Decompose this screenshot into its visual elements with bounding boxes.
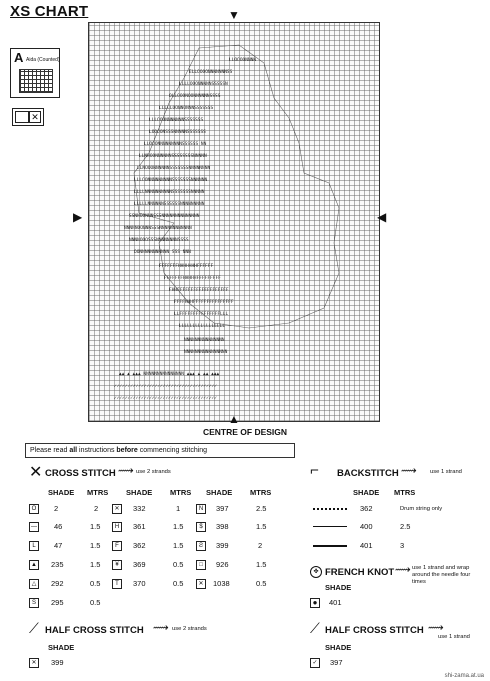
stitch-direction-icon [12,108,44,126]
solid-line-icon [313,526,347,527]
page-title: XS CHART [10,3,89,20]
svg-text:LLLOONNNNNNNNNSSSSSSSNNNNNN: LLLOONNNNNNNNNSSSSSSSNNNNNN [134,178,208,183]
mtrs-value: 1.5 [173,541,184,550]
svg-text:LLLLLOONNONNNSSSSSSS: LLLLLOONNONNNSSSSSSS [159,106,214,111]
svg-text:FFFFFFFHHHHHHHFFFFFF: FFFFFFFHHHHHHHFFFFFF [159,264,214,269]
shade-value: 362 [360,504,373,513]
svg-text:ELLOOOONNNNNNNSS: ELLOOOONNNNNNNSS [189,70,233,75]
notice-text: commencing stitching [137,447,208,454]
svg-text:LLOOONNNNNNNNNSSSSSS NN: LLOOONNNNNNNNNSSSSSS NN [144,142,207,147]
shade-value: 401 [360,541,373,550]
arrow-cell-icon [15,111,29,123]
cross-stitch-icon: ✕ [29,464,43,481]
svg-text:LLNOOONNNNNNSSSSSSSNNNNNNNN: LLNOOONNNNNNSSSSSSSNNNNNNNN [137,166,211,171]
mtrs-header: MTRS [87,488,109,497]
symbol-key: T [112,579,122,589]
mtrs-value: 2 [94,504,99,513]
half-cross-icon: ⟋ [29,620,39,636]
symbol-key: ✓ [310,658,320,668]
svg-text:SSNNOONNNSSSNNNNNNNNNNNNNN: SSNNOONNNSSSNNNNNNNNNNNNNN [129,214,200,219]
fabric-box [10,48,60,98]
svg-text:OONNNNNNNNNNN SSS NNN: OONNNNNNNNNNN SSS NNN [134,250,191,255]
centre-marker-left-icon: ▶ [73,210,83,224]
symbol-key: $ [196,522,206,532]
mtrs-value: 2.5 [400,522,411,531]
backstitch-note: Drum string only [400,506,443,512]
centre-marker-right-icon: ◀ [377,210,387,224]
svg-text:NNNNOOOSSSNNNNNNNNSSSS: NNNNOOOSSSNNNNNNNNSSSS [129,238,189,243]
mtrs-value: 1.5 [256,522,267,531]
mtrs-value: 0.5 [173,560,184,569]
shade-value: 361 [133,522,146,531]
svg-text:▲▲ ▲ ▲▲▲ NNNNNNNNNNNNNNN ▲▲▲ ▲: ▲▲ ▲ ▲▲▲ NNNNNNNNNNNNNNN ▲▲▲ ▲ ▲▲ ▲▲▲ [119,372,220,377]
backstitch-title: BACKSTITCH [337,468,399,479]
symbol-key: □ [196,560,206,570]
aida-weave-icon [19,69,53,93]
centre-marker-top-icon: ▼ [228,8,240,22]
svg-text:NNNNNOONNNSSSNNNNNNNNNNNN: NNNNNOONNNSSSNNNNNNNNNNNN [124,226,192,231]
shade-value: 400 [360,522,373,531]
symbol-key: F [112,541,122,551]
centre-marker-bottom-icon: ▲ [228,412,240,426]
mtrs-header: MTRS [250,488,272,497]
mtrs-value: 1.5 [90,541,101,550]
symbol-key: L [29,541,39,551]
cross-stitch-needle-note: use 2 strands [136,469,171,475]
notice-emphasis: all [69,447,78,454]
svg-text:FFFFFFFHHHHHFFFFFFFFF: FFFFFFFHHHHHFFFFFFFFF [164,276,221,281]
cross-cell-icon: ✕ [29,111,41,123]
needle-icon: ⟿ [153,622,169,634]
shade-value: 397 [330,658,343,667]
shade-header: SHADE [206,488,233,497]
mtrs-header: MTRS [394,488,416,497]
half-cross-icon: ⟋ [310,620,320,636]
mtrs-value: 0.5 [90,598,101,607]
svg-text:LLLLOOONNNNNSSSSSN: LLLLOOONNNNNSSSSSN [179,82,228,87]
thick-line-icon [313,545,347,547]
french-knot-symbol-icon: ● [310,598,320,608]
mtrs-value: 0.5 [90,579,101,588]
shade-value: 235 [51,560,64,569]
shade-value: 401 [329,598,342,607]
shade-value: 332 [133,504,146,513]
svg-text:FFFFHHHFFFFFFFFFFFFFFF: FFFFHHHFFFFFFFFFFFFFFF [174,300,234,305]
french-knot-title: FRENCH KNOT [325,567,395,578]
needle-icon: ⟿ [428,622,444,634]
svg-text:LLOOOONNNN: LLOOOONNNN [229,58,257,63]
notice-text: Please read [30,447,70,454]
notice-text: instructions [77,447,117,454]
symbol-key: ✕ [196,579,206,589]
instructions-notice [25,443,295,458]
svg-text:LLLLLLLLLLLLLLLLL: LLLLLLLLLLLLLLLLL [179,324,226,329]
shade-header: SHADE [353,488,380,497]
shade-value: 47 [54,541,63,550]
svg-text:LLLLLNNNNNNSSSSSSNNNNNNNNN: LLLLLNNNNNNSSSSSSNNNNNNNNN [134,202,205,207]
half-cross-needle-note: use 2 strands [172,626,207,632]
symbol-key: ¥ [112,560,122,570]
svg-text:OLLOOONOONNNNNNSSSS: OLLOOONOONNNNNNSSSS [169,94,221,99]
svg-text:FHHFFFFFFFFFFFFFFFFFFF: FHHFFFFFFFFFFFFFFFFFFF [169,288,229,293]
shade-header: SHADE [325,583,352,592]
half-cross-title: HALF CROSS STITCH [325,625,424,636]
symbol-key: S [29,598,39,608]
mtrs-value: 0.5 [173,579,184,588]
svg-text:✓✓✓✓✓✓✓✓✓✓✓✓✓✓✓✓✓✓✓✓✓✓✓✓✓✓✓✓✓✓: ✓✓✓✓✓✓✓✓✓✓✓✓✓✓✓✓✓✓✓✓✓✓✓✓✓✓✓✓✓✓✓✓✓✓✓✓✓✓ [114,384,217,389]
backstitch-needle-note: use 1 strand [430,469,462,475]
centre-of-design-label: CENTRE OF DESIGN [202,427,288,437]
shade-value: 362 [133,541,146,550]
french-knot-icon: ✤ [310,566,322,578]
mtrs-value: 1 [176,504,181,513]
mtrs-value: 1.5 [90,560,101,569]
svg-text:NNNNNNNNNNNNNNNN: NNNNNNNNNNNNNNNN [184,350,228,355]
shade-header: SHADE [48,643,75,652]
mtrs-value: 2.5 [256,504,267,513]
svg-text:LLNNOONNNNNNSSSSSSSSNNNNN: LLNNOONNNNNNSSSSSSSSNNNNN [139,154,207,159]
mtrs-value: 3 [400,541,405,550]
shade-value: 926 [216,560,229,569]
mtrs-value: 2 [258,541,263,550]
needle-icon: ⟿ [118,465,134,477]
shade-header: SHADE [325,643,352,652]
shade-value: 295 [51,598,64,607]
symbol-key: Ƨ [196,541,206,551]
shade-header: SHADE [48,488,75,497]
symbol-key: — [31,524,37,530]
shade-value: 292 [51,579,64,588]
watermark: shi-zama.at.ua [444,673,484,679]
chart-symbol-rows [114,57,256,401]
mtrs-value: 1.5 [173,522,184,531]
mtrs-value: 0.5 [256,579,267,588]
shade-value: 399 [216,541,229,550]
shade-value: 398 [216,522,229,531]
mtrs-value: 1.5 [256,560,267,569]
backstitch-icon: ⌐ [310,462,319,479]
svg-text:LOOOONSSSNNNNNSSSSSSS: LOOOONSSSNNNNNSSSSSSS [149,130,206,135]
symbol-key: ✕ [112,504,122,514]
symbol-key: O [29,504,39,514]
mtrs-value: 1.5 [90,522,101,531]
shade-value: 369 [133,560,146,569]
french-knot-needle-note: use 1 strand and wrap around the needle four times [412,565,471,585]
shade-header: SHADE [126,488,153,497]
stitch-chart-grid [88,22,380,422]
shade-value: 397 [216,504,229,513]
dotted-line-icon [313,508,347,510]
symbol-key: ▲ [29,560,39,570]
shade-value: 1038 [213,579,230,588]
cross-stitch-title: CROSS STITCH [45,468,116,479]
svg-text:NNNNNNNNNNNNNNN: NNNNNNNNNNNNNNN [184,338,225,343]
stitch-chart-motif [89,23,379,421]
shade-value: 399 [51,658,64,667]
symbol-key: ✕ [29,658,39,668]
fabric-name: Aida (Counted) [26,57,60,63]
svg-text:LLLLNNNNNNNNNNSSSSSSSNNNNN: LLLLNNNNNNNNNNSSSSSSSNNNNN [134,190,205,195]
needle-icon: ⟿ [401,465,417,477]
svg-text:✓✓✓✓✓✓✓✓✓✓✓✓✓✓✓✓✓✓✓✓✓✓✓✓✓✓✓✓✓✓: ✓✓✓✓✓✓✓✓✓✓✓✓✓✓✓✓✓✓✓✓✓✓✓✓✓✓✓✓✓✓✓✓✓✓✓✓✓✓ [114,396,217,401]
symbol-key: △ [29,579,39,589]
shade-value: 2 [54,504,59,513]
half-cross-needle-note: use 1 strand [438,634,470,640]
symbol-key: N [196,504,206,514]
mtrs-header: MTRS [170,488,192,497]
shade-value: 46 [54,522,63,531]
needle-icon: ⟿ [395,564,411,576]
shade-value: 370 [133,579,146,588]
svg-text:LLFFFFFFFFFFFFFFFLLL: LLFFFFFFFFFFFFFFFLLL [174,312,229,317]
notice-emphasis: before [116,447,138,454]
fabric-letter: A [14,50,24,65]
symbol-key: H [112,522,122,532]
svg-text:LLLOOONNNNNNNSSSSSSS: LLLOOONNNNNNNSSSSSSS [149,118,204,123]
half-cross-title: HALF CROSS STITCH [45,625,144,636]
